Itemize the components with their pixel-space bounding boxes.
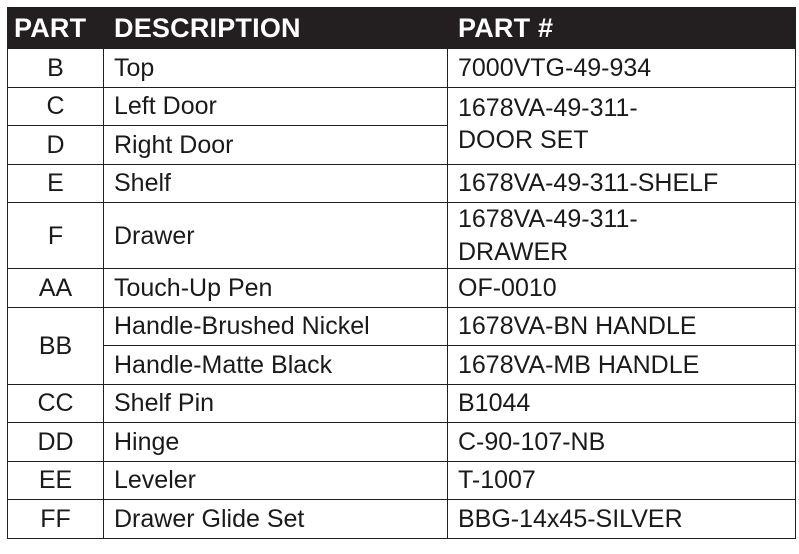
table-row [8, 346, 796, 385]
table-row [8, 203, 796, 269]
part-description: Handle-Brushed Nickel [104, 307, 448, 346]
header-part: PART [8, 8, 104, 49]
part-letter: EE [8, 461, 104, 500]
part-description: Left Door [104, 87, 448, 126]
table-row [8, 269, 796, 308]
part-letter: AA [8, 269, 104, 308]
part-number-line: 1678VA-49-311- [458, 205, 638, 233]
part-number-line: DRAWER [458, 237, 569, 266]
part-number: T-1007 [448, 461, 796, 500]
header-part-number: PART # [448, 8, 796, 49]
part-letter: CC [8, 384, 104, 423]
table-header-row [8, 8, 796, 49]
part-number [448, 203, 796, 269]
part-letter: BB [8, 307, 104, 384]
part-description: Right Door [104, 126, 448, 165]
table-row [8, 49, 796, 88]
part-number: 7000VTG-49-934 [448, 49, 796, 88]
part-number: 1678VA-49-311-SHELF [448, 164, 796, 203]
table-row [8, 384, 796, 423]
part-description: Shelf [104, 164, 448, 203]
part-letter: DD [8, 423, 104, 462]
part-description: Shelf Pin [104, 384, 448, 423]
part-description: Touch-Up Pen [104, 269, 448, 308]
parts-table [7, 7, 796, 539]
part-description: Drawer Glide Set [104, 500, 448, 539]
part-number: 1678VA-BN HANDLE [448, 307, 796, 346]
part-description: Hinge [104, 423, 448, 462]
part-letter: F [8, 203, 104, 269]
table-row [8, 500, 796, 539]
part-number-line: DOOR SET [458, 126, 589, 154]
part-description: Leveler [104, 461, 448, 500]
part-number: OF-0010 [448, 269, 796, 308]
part-number: BBG-14x45-SILVER [448, 500, 796, 539]
part-description: Top [104, 49, 448, 88]
table-row [8, 423, 796, 462]
table-row [8, 461, 796, 500]
part-description: Handle-Matte Black [104, 346, 448, 385]
part-letter: FF [8, 500, 104, 539]
part-letter: D [8, 126, 104, 165]
table-row [8, 87, 796, 126]
part-description: Drawer [104, 203, 448, 269]
part-number: 1678VA-MB HANDLE [448, 346, 796, 385]
table-row [8, 307, 796, 346]
part-number [448, 87, 796, 164]
part-letter: C [8, 87, 104, 126]
part-letter: B [8, 49, 104, 88]
part-number: C-90-107-NB [448, 423, 796, 462]
header-description: DESCRIPTION [104, 8, 448, 49]
part-number-line: 1678VA-49-311- [458, 93, 638, 122]
part-letter: E [8, 164, 104, 203]
table-row [8, 164, 796, 203]
part-number: B1044 [448, 384, 796, 423]
